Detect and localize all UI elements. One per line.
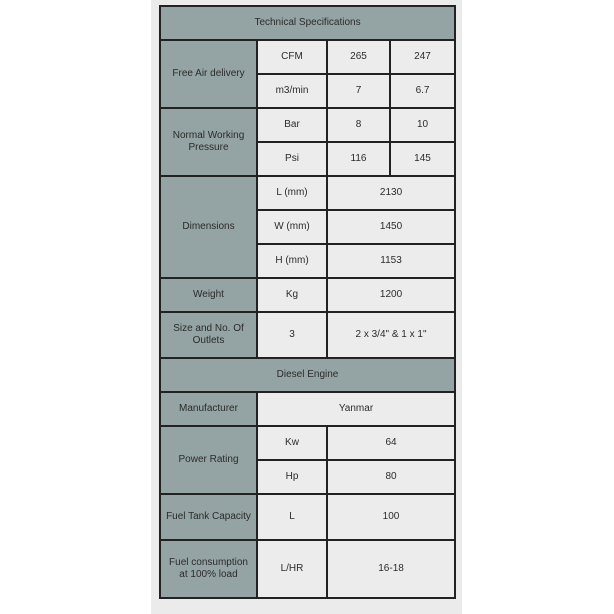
outlets-count-cell: 3 <box>257 312 327 358</box>
unit-cell: L/HR <box>257 540 327 598</box>
table-row <box>160 494 455 540</box>
spec-table <box>159 5 456 599</box>
diesel-engine-heading: Diesel Engine <box>160 358 455 392</box>
unit-cell: CFM <box>257 40 327 74</box>
unit-cell: Kw <box>257 426 327 460</box>
table-row <box>160 108 455 142</box>
unit-cell: Bar <box>257 108 327 142</box>
value-cell: 116 <box>327 142 390 176</box>
tech-spec-heading: Technical Specifications <box>160 6 455 40</box>
value-cell: 145 <box>390 142 455 176</box>
value-cell: 6.7 <box>390 74 455 108</box>
value-cell: 265 <box>327 40 390 74</box>
table-row <box>160 426 455 460</box>
value-cell: 1450 <box>327 210 455 244</box>
value-cell: Yanmar <box>257 392 455 426</box>
free-air-delivery-label: Free Air delivery <box>160 40 257 108</box>
value-cell: 64 <box>327 426 455 460</box>
fuel-tank-capacity-label: Fuel Tank Capacity <box>160 494 257 540</box>
diesel-engine-heading-row <box>160 358 455 392</box>
table-row <box>160 278 455 312</box>
value-cell: 7 <box>327 74 390 108</box>
value-cell: 1200 <box>327 278 455 312</box>
fuel-consumption-label: Fuel consumption at 100% load <box>160 540 257 598</box>
unit-cell: L (mm) <box>257 176 327 210</box>
value-cell: 100 <box>327 494 455 540</box>
table-row <box>160 392 455 426</box>
unit-cell: H (mm) <box>257 244 327 278</box>
value-cell: 2130 <box>327 176 455 210</box>
table-row <box>160 540 455 598</box>
unit-cell: Psi <box>257 142 327 176</box>
value-cell: 8 <box>327 108 390 142</box>
value-cell: 247 <box>390 40 455 74</box>
unit-cell: Hp <box>257 460 327 494</box>
table-row <box>160 176 455 210</box>
outlets-label: Size and No. Of Outlets <box>160 312 257 358</box>
value-cell: 2 x 3/4" & 1 x 1" <box>327 312 455 358</box>
dimensions-label: Dimensions <box>160 176 257 278</box>
unit-cell: L <box>257 494 327 540</box>
table-row <box>160 40 455 74</box>
unit-cell: m3/min <box>257 74 327 108</box>
manufacturer-label: Manufacturer <box>160 392 257 426</box>
unit-cell: Kg <box>257 278 327 312</box>
value-cell: 80 <box>327 460 455 494</box>
tech-spec-heading-row <box>160 6 455 40</box>
value-cell: 10 <box>390 108 455 142</box>
unit-cell: W (mm) <box>257 210 327 244</box>
value-cell: 1153 <box>327 244 455 278</box>
table-row <box>160 312 455 358</box>
normal-working-pressure-label: Normal Working Pressure <box>160 108 257 176</box>
power-rating-label: Power Rating <box>160 426 257 494</box>
value-cell: 16-18 <box>327 540 455 598</box>
weight-label: Weight <box>160 278 257 312</box>
